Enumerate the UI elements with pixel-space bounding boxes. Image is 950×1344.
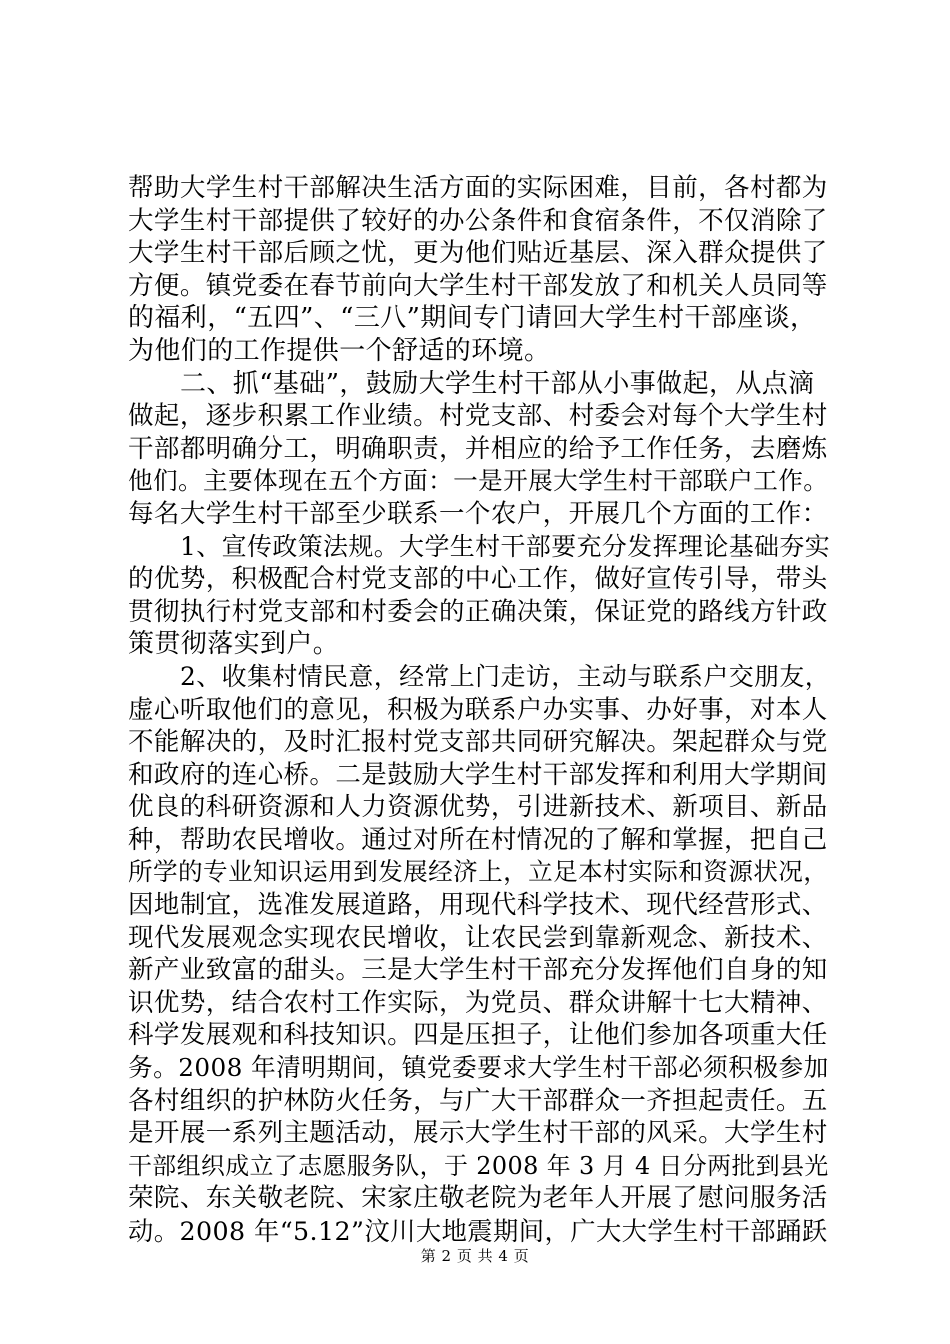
text-line: 优良的科研资源和人力资源优势，引进新技术、新项目、新品 [128, 792, 828, 823]
text-line: 贯彻执行村党支部和村委会的正确决策，保证党的路线方针政 [128, 596, 828, 627]
text-line: 各村组织的护林防火任务，与广大干部群众一齐担起责任。五 [128, 1085, 828, 1116]
text-line: 是开展一系列主题活动，展示大学生村干部的风采。大学生村 [128, 1118, 828, 1149]
text-line: 的优势，积极配合村党支部的中心工作，做好宣传引导，带头 [128, 564, 828, 595]
text-line: 他们。主要体现在五个方面：一是开展大学生村干部联户工作。 [128, 466, 829, 496]
text-line: 1、宣传政策法规。大学生村干部要充分发挥理论基础夯实 [180, 531, 831, 561]
text-line: 识优势，结合农村工作实际，为党员、群众讲解十七大精神、 [128, 987, 828, 1018]
text-line: 2、收集村情民意，经常上门走访，主动与联系户交朋友， [180, 661, 831, 691]
text-line: 做起，逐步积累工作业绩。村党支部、村委会对每个大学生村 [128, 401, 828, 432]
text-line: 荣院、东关敬老院、宋家庄敬老院为老年人开展了慰问服务活 [128, 1183, 828, 1214]
text-line: 所学的专业知识运用到发展经济上，立足本村实际和资源状况， [128, 857, 829, 887]
text-line: 大学生村干部提供了较好的办公条件和食宿条件，不仅消除了 [128, 205, 828, 236]
text-line: 现代发展观念实现农民增收，让农民尝到靠新观念、新技术、 [128, 922, 828, 953]
text-line: 方便。镇党委在春节前向大学生村干部发放了和机关人员同等 [128, 270, 828, 301]
text-line: 新产业致富的甜头。三是大学生村干部充分发挥他们自身的知 [128, 955, 828, 986]
text-line: 策贯彻落实到户。 [128, 629, 340, 660]
text-line: 每名大学生村干部至少联系一个农户，开展几个方面的工作： [128, 498, 828, 529]
text-line: 干部都明确分工，明确职责，并相应的给予工作任务，去磨炼 [128, 433, 828, 464]
text-line: 帮助大学生村干部解决生活方面的实际困难，目前，各村都为 [128, 173, 828, 203]
text-line: 虚心听取他们的意见，积极为联系户办实事、办好事，对本人 [128, 694, 828, 725]
text-line: 科学发展观和科技知识。四是压担子，让他们参加各项重大任 [128, 1020, 828, 1051]
text-line: 务。2008 年清明期间，镇党委要求大学生村干部必须积极参加 [128, 1053, 829, 1083]
text-line: 因地制宜，选准发展道路，用现代科学技术、现代经营形式、 [128, 890, 828, 921]
text-line: 为他们的工作提供一个舒适的环境。 [128, 335, 551, 366]
text-line: 动。2008 年“5.12”汶川大地震期间，广大大学生村干部踊跃 [128, 1216, 828, 1246]
text-line: 干部组织成立了志愿服务队，于 2008 年 3 月 4 日分两批到县光 [128, 1151, 829, 1180]
text-line: 二、抓“基础”，鼓励大学生村干部从小事做起，从点滴 [180, 368, 815, 399]
text-line: 和政府的连心桥。二是鼓励大学生村干部发挥和利用大学期间 [128, 759, 828, 790]
text-line: 大学生村干部后顾之忧，更为他们贴近基层、深入群众提供了 [128, 238, 828, 269]
text-line: 的福利，“五四”、“三八”期间专门请回大学生村干部座谈， [128, 303, 817, 334]
document-body [128, 172, 831, 1248]
text-line: 种，帮助农民增收。通过对所在村情况的了解和掌握，把自己 [128, 824, 828, 855]
text-line: 不能解决的，及时汇报村党支部共同研究解决。架起群众与党 [128, 727, 828, 758]
page-footer: 第 2 页 共 4 页 [420, 1247, 530, 1265]
